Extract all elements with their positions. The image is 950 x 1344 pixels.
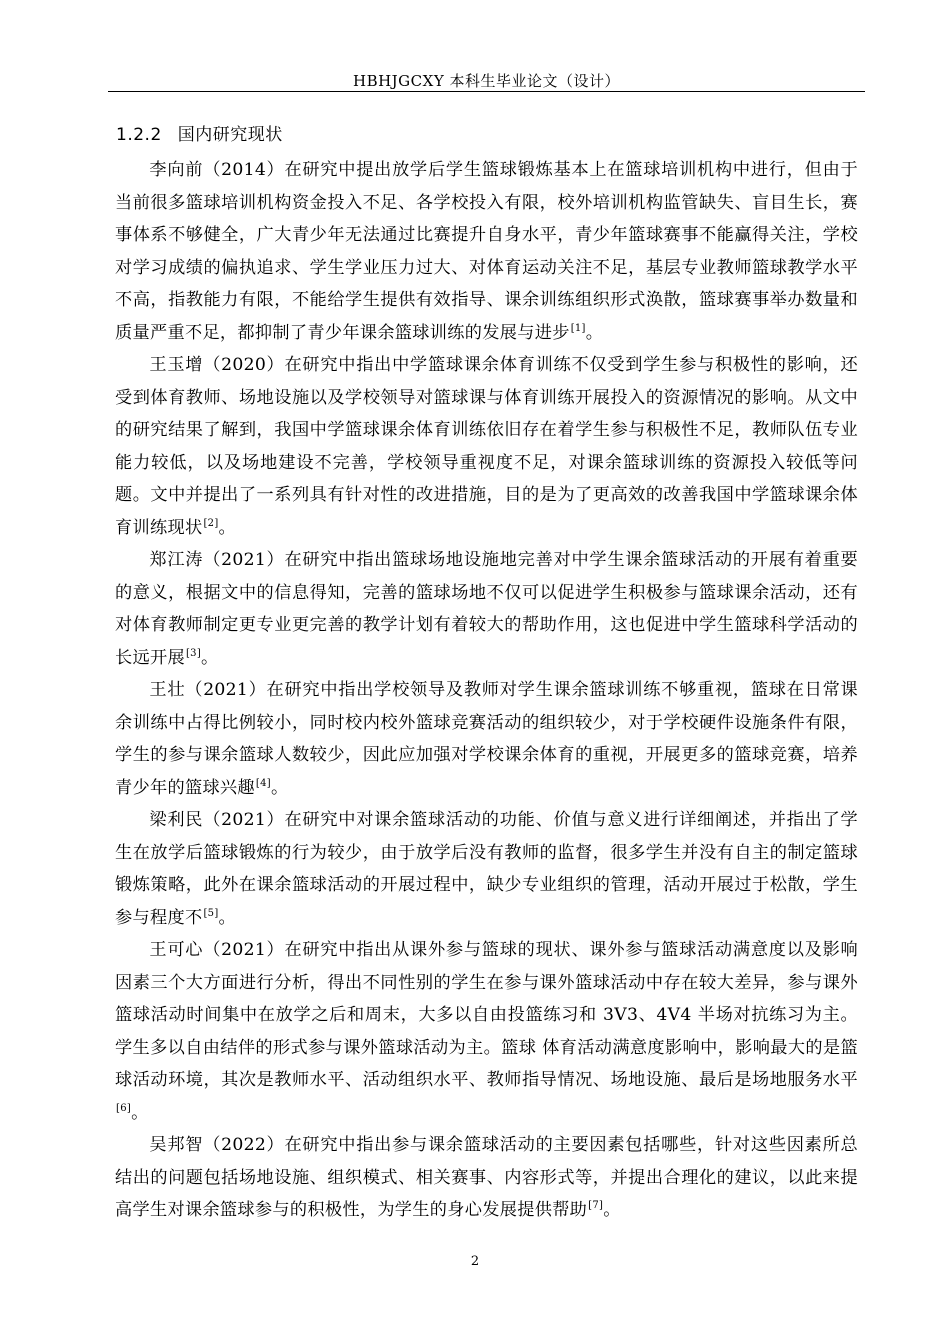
paragraph-text: 吴邦智（2022）在研究中指出参与课余篮球活动的主要因素包括哪些，针对这些因素所总结出的问题包括场地设施、组织模式、相关赛事、内容形式等，并提出合理化的建议，以此来提高学生对课余篮球参与的积极性，为学生的身心发展提供帮助	[115, 1135, 858, 1220]
paragraph-end: 。	[585, 322, 604, 343]
paragraph-text: 李向前（2014）在研究中提出放学后学生篮球锻炼基本上在篮球培训机构中进行，但由于当前很多篮球培训机构资金投入不足、各学校投入有限，校外培训机构监管缺失、盲目生长，赛事体系不够健全，广大青少年无法通过比赛提升自身水平，青少年篮球赛事不能赢得关注，学校对学习成绩的偏执追求、学生学业压力过大、对体育运动关注不足，基层专业教师篮球教学水平不高，指教能力有限，不能给学生提供有效指导、课余训练组织形式涣散，篮球赛事举办数量和质量严重不足，都抑制了青少年课余篮球训练的发展与进步	[115, 160, 858, 343]
paragraph-text: 郑江涛（2021）在研究中指出篮球场地设施地完善对中学生课余篮球活动的开展有着重要的意义，根据文中的信息得知，完善的篮球场地不仅可以促进学生积极参与篮球课余活动，还有对体育教师制定更专业更完善的教学计划有着较大的帮助作用，这也促进中学生篮球科学活动的长远开展	[115, 550, 858, 668]
paragraph-text: 梁利民（2021）在研究中对课余篮球活动的功能、价值与意义进行详细阐述，并指出了学生在放学后篮球锻炼的行为较少，由于放学后没有教师的监督，很多学生并没有自主的制定篮球锻炼策略，此外在课余篮球活动的开展过程中，缺少专业组织的管理，活动开展过于松散，学生参与程度不	[115, 810, 858, 928]
paragraph	[115, 349, 858, 544]
citation: [7]	[588, 1200, 604, 1211]
section-title: 国内研究现状	[177, 125, 283, 145]
paragraph-end: 。	[218, 907, 237, 928]
paragraph-end: 。	[131, 1102, 149, 1123]
paragraph	[115, 154, 858, 349]
paragraph	[115, 544, 858, 674]
paragraph	[115, 674, 858, 804]
citation: [4]	[255, 777, 271, 789]
paragraph	[115, 934, 858, 1129]
citation: [6]	[116, 1102, 132, 1114]
paragraph-end: 。	[201, 647, 219, 668]
section-heading	[116, 120, 283, 145]
paragraph-text: 王玉增（2020）在研究中指出中学篮球课余体育训练不仅受到学生参与积极性的影响，还受到体育教师、场地设施以及学校领导对篮球课与体育训练开展投入的资源情况的影响。从文中的研究结果了解到，我国中学篮球课余体育训练依旧存在着学生参与积极性不足，教师队伍专业能力较低，以及场地建设不完善，学校领导重视度不足，对课余篮球训练的资源投入较低等问题。文中并提出了一系列具有针对性的改进措施，目的是为了更高效的改善我国中学篮球课余体育训练现状	[115, 355, 858, 538]
paragraph-text: 王可心（2021）在研究中指出从课外参与篮球的现状、课外参与篮球活动满意度以及影响因素三个大方面进行分析，得出不同性别的学生在参与课外篮球活动中存在较大差异，参与课外篮球活动时间集中在放学之后和周末，大多以自由投篮练习和 3V3、4V4 半场对抗练习为主。学生多以自由结伴的形式参与课外篮球活动为主。篮球 体育活动满意度影响中，影响最大的是篮球活动环境，其次是教师水平、活动组织水平、教师指导情况、场地设施、最后是场地服务水平	[115, 940, 858, 1090]
citation: [2]	[203, 517, 219, 529]
header-rule	[108, 91, 865, 92]
paragraph-end: 。	[270, 777, 289, 798]
body-text	[115, 154, 858, 1227]
page-number: 2	[470, 1254, 480, 1269]
running-head: HBHJGCXY 本科生毕业论文（设计）	[352, 72, 620, 90]
citation: [5]	[203, 907, 219, 919]
paragraph-end: 。	[218, 517, 237, 538]
section-number: 1.2.2	[116, 125, 162, 145]
citation: [1]	[570, 322, 586, 334]
citation: [3]	[185, 647, 202, 659]
paragraph	[115, 1129, 858, 1227]
paragraph-end: 。	[603, 1200, 621, 1220]
paragraph	[115, 804, 858, 934]
paragraph-text: 王壮（2021）在研究中指出学校领导及教师对学生课余篮球训练不够重视，篮球在日常课余训练中占得比例较小，同时校内校外篮球竞赛活动的组织较少，对于学校硬件设施条件有限，学生的参与课余篮球人数较少，因此应加强对学校课余体育的重视，开展更多的篮球竞赛，培养青少年的篮球兴趣	[115, 680, 858, 798]
